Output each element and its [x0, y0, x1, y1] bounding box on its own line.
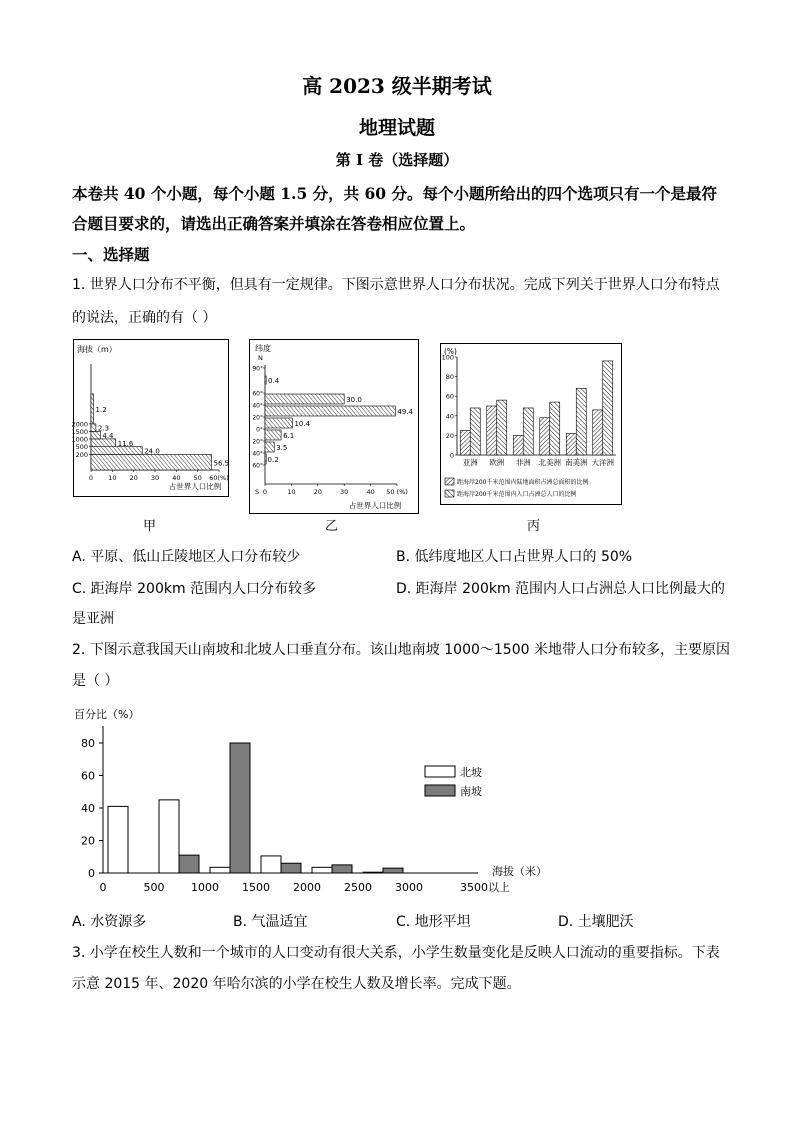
- legend-swatch-south: [425, 785, 455, 796]
- bing-bar: [550, 402, 560, 455]
- legend-land-label: 距海岸200千米范围内陆地面积占洲总面积的比例: [457, 479, 589, 486]
- jia-bar: [91, 424, 96, 432]
- q2-option-a[interactable]: A. 水资源多: [72, 914, 147, 930]
- jia-bar-label: 2.3: [97, 424, 110, 433]
- bing-bar: [497, 400, 507, 455]
- yi-y-tick-label: 60°: [252, 390, 263, 398]
- jia-y-tick-label: 2000: [71, 420, 88, 429]
- yi-bar: [265, 442, 274, 452]
- yi-x-tick-label: 50 (%): [386, 488, 408, 496]
- q1-option-b[interactable]: B. 低纬度地区人口占世界人口的 50%: [396, 549, 633, 565]
- bing-category-label: 北美洲: [538, 458, 561, 467]
- bing-y-tick-label: 80: [445, 373, 454, 382]
- bing-ylabel: (%): [444, 347, 457, 356]
- tianshan-x-tick-label: 1000: [191, 881, 219, 894]
- yi-bar-label: 0.4: [268, 377, 280, 385]
- legend-south-label: 南坡: [460, 785, 482, 798]
- bing-y-tick-label: 20: [445, 431, 454, 440]
- jia-bar-label: 11.6: [117, 439, 134, 448]
- volume-title: 第 I 卷（选择题）: [335, 151, 459, 169]
- bing-bar: [470, 408, 480, 455]
- q1-option-d-cont: 是亚洲: [72, 611, 114, 627]
- bing-bar: [593, 410, 603, 455]
- q1-option-d[interactable]: D. 距海岸 200km 范围内人口占洲总人口比例最大的: [396, 581, 726, 597]
- tianshan-x-tick-label: 500: [143, 881, 165, 894]
- jia-y-tick-label: 1500: [71, 427, 88, 436]
- jia-x-tick-label: 60(%): [209, 474, 229, 482]
- legend-population-label: 距海岸200千米范围内人口占洲总人口的比例: [457, 491, 577, 498]
- yi-x-tick-label: 10: [287, 488, 296, 496]
- q2-option-d[interactable]: D. 土壤肥沃: [558, 914, 634, 930]
- figure-yi: [249, 339, 419, 514]
- q1-stem-line-2: 的说法，正确的有（ ）: [72, 310, 217, 326]
- tianshan-bar-south: [383, 868, 403, 873]
- tianshan-y-tick-label: 60: [81, 769, 95, 783]
- legend-swatch-land: [445, 478, 454, 485]
- bing-y-tick-label: 40: [445, 412, 454, 421]
- legend-swatch-north: [425, 766, 455, 777]
- jia-bar-label: 56.5: [213, 459, 230, 468]
- jia-ylabel: 海拔（m）: [77, 345, 117, 354]
- bing-bar: [576, 388, 586, 455]
- tianshan-xlabel: 海拔（米）: [492, 865, 547, 878]
- fig-caption-yi: 乙: [325, 519, 339, 534]
- yi-xlabel: 占世界人口比例: [348, 501, 402, 510]
- instructions-line-2: 合题目要求的，请选出正确答案并填涂在答卷相应位置上。: [72, 214, 476, 233]
- tianshan-bar-north: [210, 867, 230, 873]
- jia-y-tick-label: 1000: [71, 435, 88, 444]
- yi-y-tick-label: 60°: [252, 462, 263, 470]
- q1-stem-line-1: 1. 世界人口分布不平衡，但具有一定规律。下图示意世界人口分布状况。完成下列关于世界人口分布特点: [72, 277, 720, 293]
- yi-y-tick-label: 90°: [252, 365, 263, 373]
- fig-caption-bing: 丙: [527, 519, 541, 534]
- q2-option-b[interactable]: B. 气温适宜: [233, 914, 308, 930]
- yi-bar-label: 3.5: [276, 444, 288, 452]
- yi-bar-label: 0.2: [267, 456, 279, 464]
- bing-bar: [460, 431, 470, 456]
- yi-bar-label: 49.4: [397, 408, 414, 416]
- jia-x-tick-label: 30: [150, 474, 160, 482]
- jia-xlabel: 占世界人口比例: [168, 482, 222, 491]
- jia-x-tick-label: 10: [108, 474, 117, 482]
- tianshan-bar-north: [363, 872, 383, 873]
- q1-option-c[interactable]: C. 距海岸 200km 范围内人口分布较多: [72, 581, 317, 597]
- bing-bar: [540, 418, 550, 455]
- yi-y-tick-label: 40°: [252, 402, 263, 410]
- jia-x-tick-label: 20: [129, 474, 138, 482]
- bing-category-label: 南美洲: [565, 458, 588, 467]
- jia-bar-label: 24.0: [144, 447, 160, 456]
- tianshan-bar-south: [281, 863, 301, 873]
- jia-bar-label: 1.2: [95, 405, 107, 414]
- jia-bar: [91, 455, 212, 471]
- instructions-line-1: 本卷共 40 个小题，每个小题 1.5 分，共 60 分。每个小题所给出的四个选项只有一个是最符: [72, 184, 717, 203]
- tianshan-x-tick-label: 2500: [344, 881, 372, 894]
- yi-y-tick-label: 0°: [256, 426, 263, 434]
- exam-title: 高 2023 级半期考试: [302, 74, 492, 98]
- bing-y-tick-label: 60: [445, 392, 454, 401]
- q3-stem-line-1: 3. 小学在校生人数和一个城市的人口变动有很大关系，小学生数量变化是反映人口流动的重要指标。下表: [72, 945, 720, 961]
- jia-x-tick-label: 50: [193, 474, 202, 482]
- bing-category-label: 欧洲: [489, 458, 505, 467]
- bing-y-tick-label: 0: [449, 451, 454, 460]
- subject-title: 地理试题: [358, 117, 435, 139]
- figure-jia: [73, 339, 229, 497]
- jia-y-tick-label: 500: [75, 443, 88, 452]
- jia-x-tick-label: 0: [88, 474, 94, 482]
- yi-south: S: [255, 488, 260, 496]
- yi-bar: [265, 418, 292, 428]
- jia-x-tick-label: 40: [172, 474, 181, 482]
- tianshan-bar-north: [261, 856, 281, 873]
- tianshan-y-tick-label: 20: [81, 834, 95, 848]
- yi-bar-label: 6.1: [283, 432, 295, 440]
- tianshan-ylabel: 百分比（%）: [74, 708, 140, 721]
- tianshan-x-tick-label: 2000: [293, 881, 321, 894]
- yi-bar: [265, 430, 281, 440]
- tianshan-bar-north: [159, 800, 179, 873]
- q2-option-c[interactable]: C. 地形平坦: [396, 914, 471, 930]
- q2-stem-line-2: 是（ ）: [72, 673, 119, 689]
- bing-bar: [487, 406, 497, 455]
- figure-tianshan: [70, 702, 547, 898]
- tianshan-y-tick-label: 80: [81, 737, 95, 750]
- q2-stem-line-1: 2. 下图示意我国天山南坡和北坡人口垂直分布。该山地南坡 1000～1500 米地带人口分布较多，主要原因: [72, 642, 730, 658]
- fig-caption-jia: 甲: [143, 519, 157, 534]
- tianshan-x-tick-label: 1500: [242, 881, 270, 894]
- q3-stem-line-2: 示意 2015 年、2020 年哈尔滨的小学在校生人数及增长率。完成下题。: [72, 976, 521, 992]
- tianshan-bar-north: [312, 867, 332, 873]
- yi-bar: [265, 376, 266, 384]
- bing-bar: [523, 408, 533, 455]
- yi-y-tick-label: 20°: [252, 438, 263, 446]
- bing-bar: [566, 433, 576, 455]
- legend-swatch-population: [445, 490, 454, 497]
- yi-bar: [265, 406, 395, 416]
- bing-category-label: 非洲: [515, 458, 531, 467]
- section-heading: 一、选择题: [72, 245, 150, 264]
- yi-bar-label: 10.4: [294, 420, 311, 428]
- yi-y-tick-label: 40°: [252, 450, 263, 458]
- jia-y-tick-label: 200: [75, 451, 88, 459]
- tianshan-x-tick-label: 3000: [395, 881, 423, 894]
- jia-bar-label: 4.4: [102, 432, 114, 441]
- tianshan-bar-south: [179, 855, 199, 873]
- yi-north: N: [258, 354, 263, 362]
- tianshan-bar-south: [230, 743, 250, 873]
- yi-x-tick-label: 30: [340, 488, 349, 496]
- tianshan-bar-south: [332, 865, 352, 873]
- tianshan-bar-north: [108, 806, 128, 873]
- bing-category-label: 大洋洲: [591, 458, 614, 467]
- bing-category-label: 亚洲: [462, 458, 478, 467]
- tianshan-x-tick-label: 3500以上: [460, 881, 510, 894]
- yi-x-tick-label: 20: [313, 488, 322, 496]
- tianshan-x-tick-label: 0: [99, 881, 107, 894]
- legend-north-label: 北坡: [460, 766, 482, 779]
- yi-x-tick-label: 40: [366, 488, 375, 496]
- yi-bar: [265, 454, 266, 464]
- yi-bar: [265, 394, 344, 404]
- bing-bar: [603, 361, 613, 455]
- bing-bar: [513, 435, 523, 455]
- yi-y-tick-label: 20°: [252, 414, 263, 422]
- tianshan-y-tick-label: 0: [88, 867, 95, 880]
- figure-bing: [440, 343, 622, 505]
- jia-bar: [91, 394, 94, 424]
- yi-ylabel: 纬度: [255, 344, 271, 353]
- jia-bar: [91, 447, 142, 455]
- bing-y-tick-label: 100: [441, 353, 454, 362]
- yi-bar-label: 30.0: [346, 396, 362, 404]
- yi-x-tick-label: 0: [262, 488, 268, 496]
- tianshan-y-tick-label: 40: [81, 802, 95, 815]
- q1-option-a[interactable]: A. 平原、低山丘陵地区人口分布较少: [72, 549, 301, 565]
